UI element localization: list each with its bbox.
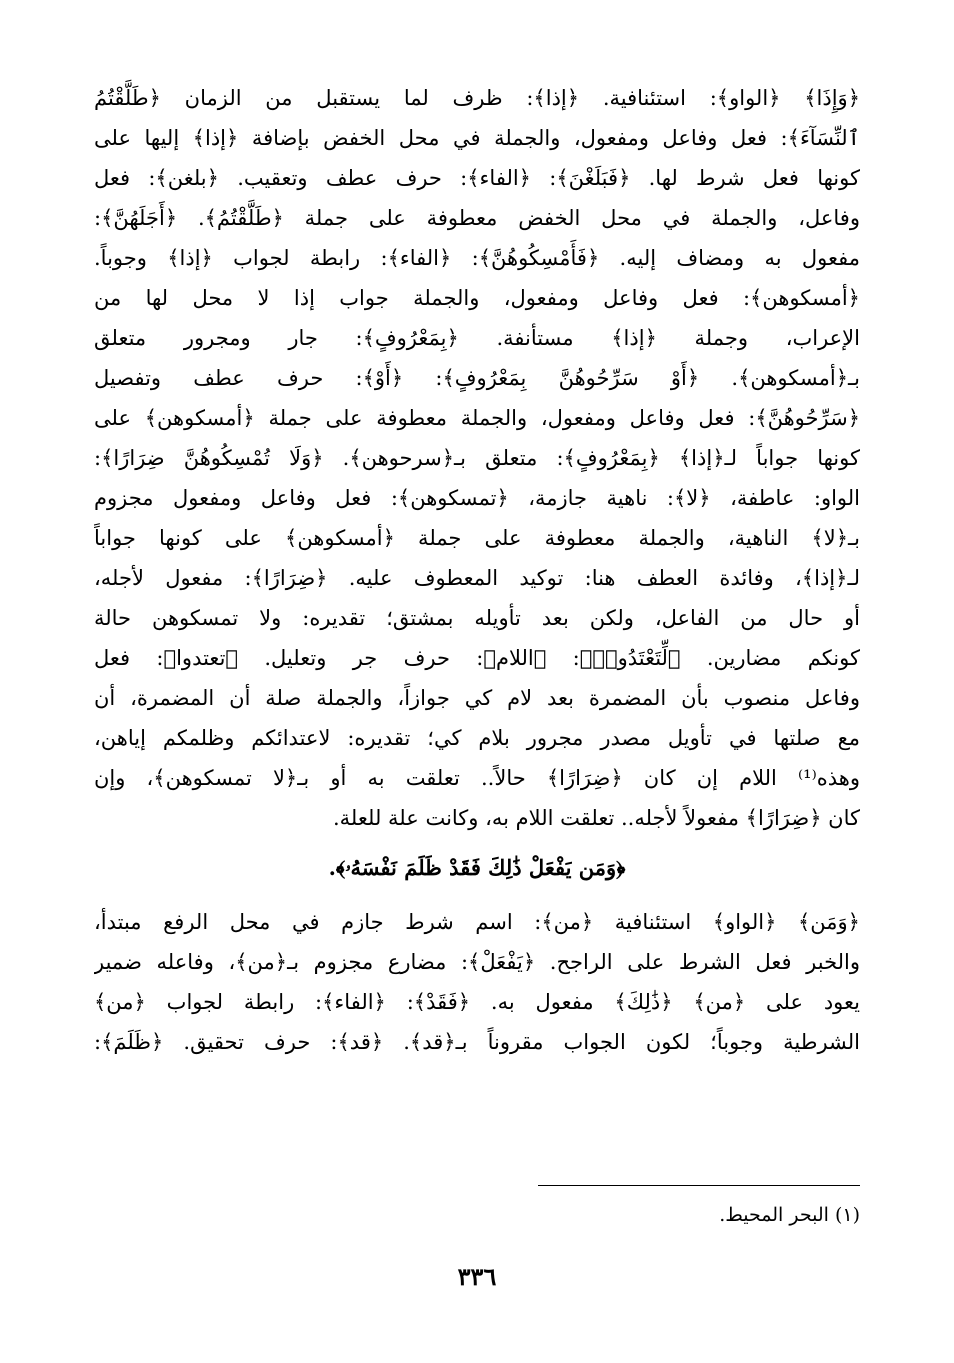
body-line: يعود على ﴿من﴾ ﴿ذَٰلِكَ﴾ مفعول به. ﴿فَقَدْ﴾: ﴿الفاء﴾: رابطة لجواب ﴿من﴾ <box>94 990 860 1014</box>
body-line: لـ﴿إذا﴾، وفائدة العطف هنا: توكيد المعطوف عليه. ﴿ضِرَارًا﴾: مفعول لأجله، <box>94 566 860 590</box>
body-line: كونها فعل شرط لها. ﴿فَبَلَغْنَ﴾: ﴿الفاء﴾: حرف عطف وتعقيب. ﴿بلغن﴾: فعل <box>94 166 860 190</box>
body-line: كان ﴿ضِرَارًا﴾ مفعولاً لأجله.. تعلقت اللام به، وكانت علة للعلة. <box>332 806 860 830</box>
body-line: وفاعل، والجملة في محل الخفض معطوفة على جملة ﴿طَلَّقْتُمُ﴾. ﴿أَجَلَهُنَّ﴾: <box>94 206 860 230</box>
body-line: أو حال من الفاعل، ولكن بعد تأويله بمشتق؛ تقديره: ولا تمسكوهن حالة <box>94 606 860 630</box>
body-line: بـ﴿لا﴾ الناهية، والجملة معطوفة على جملة ﴿أمسكوهن﴾ على كونها جواباً <box>94 526 860 550</box>
body-line: وفاعل منصوب بأن المضمرة بعد لام كي جوازاً، والجملة صلة أن المضمرة، أن <box>94 686 860 710</box>
body-line: كونكم مضارين. ﴿لِّتَعْتَدُوا۟﴾: ﴿اللام﴾: حرف جر وتعليل. ﴿تعتدوا﴾: فعل <box>94 646 860 670</box>
body-line: الإعراب، وجملة ﴿إذا﴾ مستأنفة. ﴿بِمَعْرُوفٍ﴾: جار ومجرور متعلق <box>94 326 860 350</box>
body-line: الشرطية وجوباً؛ لكون الجواب مقروناً بـ﴿قد﴾. ﴿قد﴾: حرف تحقيق. ﴿ظَلَمَ﴾: <box>94 1030 860 1054</box>
body-line: ﴿أمسكوهن﴾: فعل وفاعل ومفعول، والجملة جواب إذا لا محل لها من <box>94 286 860 310</box>
body-line: وهذه⁽¹⁾ اللام إن كان ﴿ضِرَارًا﴾ حالاً.. تعلقت به أو بـ﴿لا تمسكوهن﴾، وإن <box>94 766 860 790</box>
body-line: ٱلنِّسَآءَ﴾: فعل وفاعل ومفعول، والجملة في محل الخفض بإضافة ﴿إذا﴾ إليها على <box>94 126 860 150</box>
body-line: ﴿وَمَن﴾ ﴿الواو﴾ استئنافية ﴿من﴾: اسم شرط جازم في محل الرفع مبتدأ، <box>94 910 860 934</box>
body-line: ﴿سَرِّحُوهُنَّ﴾: فعل وفاعل ومفعول، والجملة معطوفة على جملة ﴿أمسكوهن﴾ على <box>94 406 860 430</box>
body-line: كونها جواباً لـ﴿إذا﴾ ﴿بِمَعْرُوفٍ﴾: متعلق بـ﴿سرحوهن﴾. ﴿وَلَا تُمْسِكُوهُنَّ ضِرَارًا﴾: <box>94 446 860 470</box>
footnote-divider <box>538 1185 860 1186</box>
body-line: مع صلتها في تأويل مصدر مجرور بلام كي؛ تقديره: لاعتدائكم وظلمكم إياهن، <box>94 726 860 750</box>
body-line: بـ﴿أمسكوهن﴾. ﴿أَوْ سَرِّحُوهُنَّ بِمَعْرُوفٍ﴾: ﴿أَوْ﴾: حرف عطف وتفصيل <box>94 366 860 390</box>
body-line: مفعول به ومضاف إليه. ﴿فَأَمْسِكُوهُنَّ﴾: ﴿الفاء﴾: رابطة لجواب ﴿إذا﴾ وجوباً. <box>94 246 860 270</box>
body-line: الواو: عاطفة، ﴿لا﴾: ناهية جازمة، ﴿تمسكوهن﴾: فعل وفاعل ومفعول مجزوم <box>94 486 860 510</box>
footnote: (١) البحر المحيط. <box>719 1204 860 1226</box>
body-line: ﴿وَإِذَا﴾ ﴿الواو﴾: استئنافية. ﴿إذا﴾: ظرف لما يستقبل من الزمان ﴿طَلَّقْتُمُ <box>94 86 860 110</box>
page-number: ٣٣٦ <box>457 1262 497 1291</box>
body-line: والخبر فعل الشرط على الراجح. ﴿يَفْعَلْ﴾: مضارع مجزوم بـ﴿من﴾، وفاعله ضمير <box>94 950 860 974</box>
verse-heading: ﴿وَمَن يَفْعَلْ ذَٰلِكَ فَقَدْ ظَلَمَ نَفْسَهُۥ﴾. <box>328 855 626 880</box>
